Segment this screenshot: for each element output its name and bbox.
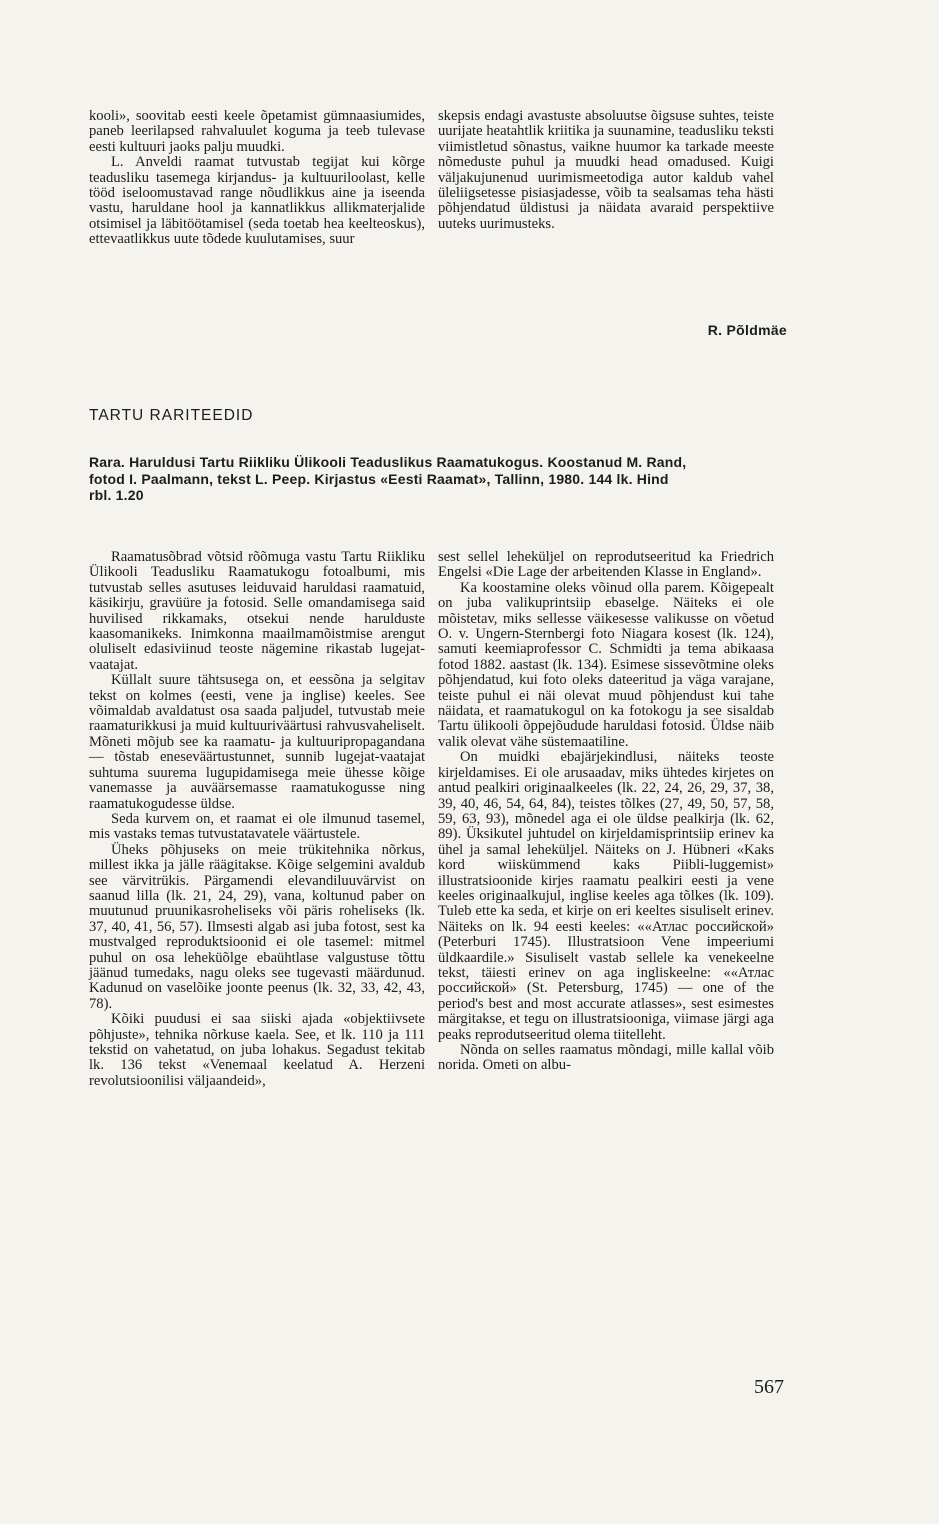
page-number: 567 — [754, 1376, 784, 1398]
paragraph: kooli», soovitab eesti keele õpetamist gümnaasiumides, paneb leerilapsed rahvaluulet koguma ja teeb tulevase eesti kultuuri jaoks palju muudki. — [89, 108, 425, 155]
paragraph: Üheks põhjuseks on meie trükitehnika nõrkus, millest ikka ja jälle räägitakse. Kõige selgemini avaldub see värvitrükis. Pärgamendi elevandiluuvärvist on saanud lilla (lk. 21, 24, 29), vana, koltunud paber on muutunud pruunikasroheliseks või päris roheliseks (lk. 37, 40, 41, 56, 57). Ilmsesti algab asi juba fotost, sest ka mustvalged reproduktsioonid ei ole tasemel: mitmel puhul on osa leheküõlge ebaühtlase valgustuse tõttu jäänud tumedaks, nagu oleks see tugevasti määrdunud. Kadunud on vaselõike joonte peenus (lk. 32, 33, 42, 43, 78). — [89, 841, 425, 1012]
top-right-column — [438, 109, 774, 232]
paragraph: Nõnda on selles raamatus mõndagi, mille kallal võib norida. Ometi on albu- — [438, 1042, 774, 1074]
bottom-left-column — [89, 550, 425, 1089]
top-left-column — [89, 109, 425, 248]
paragraph: skepsis endagi avastuste absoluutse õigsuse suhtes, teiste uurijate heatahtlik kriitika ja suunamine, teadusliku teksti viimistletud sõnastus, vaikne huumor ka tarkade meeste nõmeduste puhul ja muudki head omadused. Kuigi väljakujunenud uurimismeetodiga autor kaldub vahel üleliigsetesse pisiasjadesse, võib ta sealsamas teha hästi põhjendatud üldistusi ja näidata avaraid perspektiive uuteks uurimusteks. — [438, 108, 774, 232]
paragraph: Kõiki puudusi ei saa siiski ajada «objektiivsete põhjuste», tehnika nõrkuse kaela. See, et lk. 110 ja 111 tekstid on vahetatud, on juba lohakus. Segadust tekitab lk. 136 tekst «Venemaal keelatud A. Herzeni revolutsioonilisi väljaandeid», — [89, 1011, 425, 1089]
paragraph: Seda kurvem on, et raamat ei ole ilmunud tasemel, mis vastaks temas tutvustatavatele väärtustele. — [89, 810, 425, 843]
paragraph: Raamatusõbrad võtsid rõõmuga vastu Tartu Riikliku Ülikooli Teadusliku Raamatukogu fotoalbumi, mis tutvustab selles asutuses leiduvaid haruldasi raamatuid, käsikirju, gravüüre ja fotosid. Selle omandamisega said huvilised rikkamaks, otsekui nende harulduste kaasomanikeks. Inimkonna maailmamõistmise arengut oluliselt edasiviinud teoste nägemine rikastab lugejat-vaatajat. — [89, 549, 425, 673]
bottom-right-column — [438, 550, 774, 1074]
paragraph: Küllalt suure tähtsusega on, et eessõna ja selgitav tekst on kolmes (eesti, vene ja inglise) keeles. See võimaldab avaldatust osa saada paljudel, tutvustab meie raamaturikkusi ja muid kultuuriväärtusi rahvusvaheliselt. Mõneti mõjub see ka raamatu- ja kultuuripropagandana — tõstab eneseväärtustunnet, sunnib lugejat-vaatajat suhtuma suurema lugupidamisega meie ühesse kõige vanemasse ja auväärsemasse raamatukogusse ning raamatukogudesse üldse. — [89, 672, 425, 812]
paragraph: L. Anveldi raamat tutvustab tegijat kui kõrge teadusliku tasemega kirjandus- ja kultuuriloolast, kelle tööd iseloomustavad range nõudlikkus aine ja iseenda vastu, haruldane hool ja kannatlikkus allikmaterjalide otsimisel ja läbitöötamisel (seda toetab hea keelteoskus), ettevaatlikkus uute tõdede kuulutamises, suur — [89, 154, 425, 248]
bibliography-entry: Rara. Haruldusi Tartu Riikliku Ülikooli Teaduslikus Raamatukogus. Koostanud M. Rand, fotod I. Paalmann, tekst L. Peep. Kirjastus «Eesti Raamat», Tallinn, 1980. 144 lk. Hind rbl. 1.20 — [89, 454, 687, 503]
author-signature: R. Põldmäe — [707, 322, 787, 338]
paragraph: Ka koostamine oleks võinud olla parem. Kõigepealt on juba valikuprintsiip ebaselge. Näiteks ei ole mõistetav, miks sellesse väikesesse valikusse on võetud O. v. Ungern-Sternbergi foto Niagara kosest (lk. 124), samuti keemiaprofessor C. Schmidti ja tema abikaasa fotod 1882. aastast (lk. 134). Esimese sissevõtmine oleks põhjendatud, kui foto oleks dateeritud ja väga varajane, teiste puhul ei näi olevat muud põhjendust kui tahe näidata, et raamatukogul on ka fotokogu ja see sisaldab Tartu ülikooli õppejõudude haruldasi fotosid. Üldse näib valik olevat vähe süstemaatiline. — [438, 579, 774, 750]
paragraph: On muidki ebajärjekindlusi, näiteks teoste kirjeldamises. Ei ole arusaadav, miks ühtedes kirjetes on antud pealkiri originaalkeeles (lk. 22, 24, 26, 29, 37, 38, 39, 40, 46, 54, 64, 84), teistes tõlkes (27, 49, 50, 57, 58, 59, 63, 93), mõnedel aga ei ole üldse pealkirja (lk. 62, 89). Üksikutel juhtudel on kirjeldamisprintsiip erinev ka ühel ja samal leheküljel. Näiteks on J. Hübneri «Kaks kord wiiskümmend kaks Piibli-luggemist» illustratsioonide kirjes raamatu pealkiri eesti ja vene keeles originaalkujul, inglise keeles aga tõlkes (lk. 109). Tuleb ette ka seda, et kirje on eri keeltes sisuliselt erinev. Näiteks on lk. 94 eesti keeles: ««Атлас российской» (Peterburi 1745). Illustratsioon Vene impeeriumi üldkaardile.» Sisuliselt vastab sellele ka venekeelne tekst, täiesti erinev on aga ingliskeelne: ««Атлас российской» (St. Petersburg, 1745) — one of the period's best and most accurate atlasses», sest esimestes märgitakse, et tegu on illustratsiooniga, viimase järgi aga peaks reprodutseeritud olema tiitelleht. — [438, 749, 774, 1043]
paragraph: sest sellel leheküljel on reprodutseeritud ka Friedrich Engelsi «Die Lage der arbeitenden Klasse in England». — [438, 549, 774, 581]
section-title: TARTU RARITEEDID — [89, 407, 254, 424]
